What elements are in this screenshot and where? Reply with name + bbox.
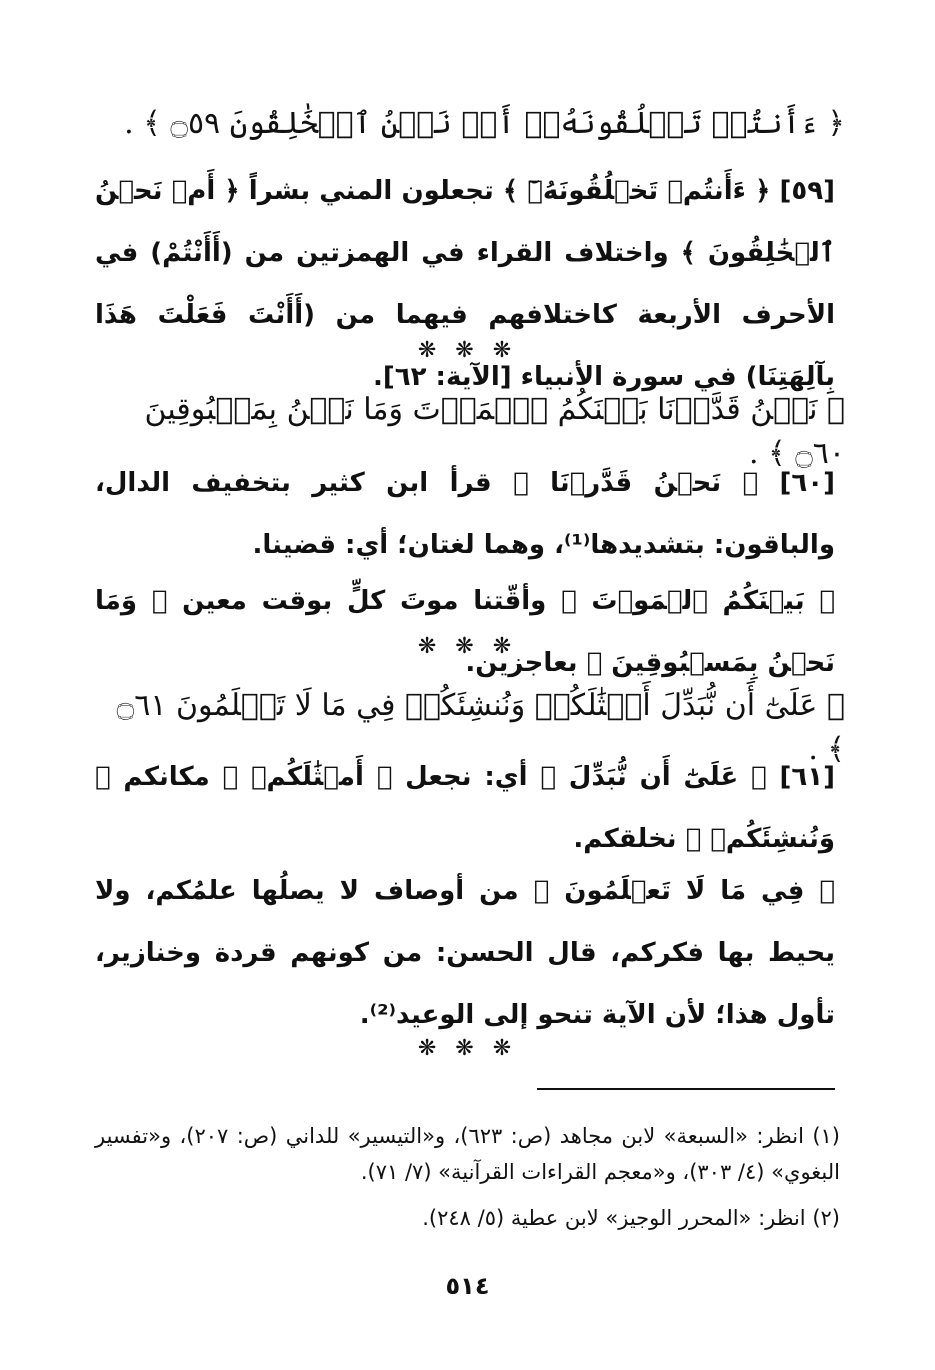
footnote-2: (٢) انظر: «المحرر الوجيز» لابن عطية (٥/ ٢٤٨). — [422, 1206, 840, 1230]
commentary-paragraph-61: [٦١] ﴿ عَلَىٰٓ أَن نُّبَدِّلَ ﴾ أي: نجعل ﴿ أَمۡثَٰلَكُمۡ ﴾ مكانكم ﴿ وَنُنشِئَكُمۡ ﴾ نخلقكم. — [95, 762, 835, 854]
quran-verse-60: ﴿ نَحۡنُ قَدَّرۡنَا بَيۡنَكُمُ ٱلۡمَوۡتَ وَمَا نَحۡنُ بِمَسۡبُوقِينَ ۝٦٠ ﴾ . — [144, 392, 845, 471]
commentary-paragraph-60: [٦٠] ﴿ نَحۡنُ قَدَّرۡنَا ﴾ قرأ ابن كثير بتخفيف الدال، والباقون: بتشديدها⁽¹⁾، وهما لغتان؛ أي: قضينا. — [95, 468, 835, 560]
section-separator: ❋ ❋ ❋ — [417, 1036, 518, 1061]
footnote-1: (١) انظر: «السبعة» لابن مجاهد (ص: ٦٢٣)، و«التيسير» للداني (ص: ٢٠٧)، و«تفسير البغوي» (٤/ ٣٠٣)، و«معجم القراءات القرآنية» (٧/ ٧١). — [95, 1124, 840, 1184]
quran-verse-61: ﴿ عَلَىٰٓ أَن نُّبَدِّلَ أَمۡثَٰلَكُمۡ وَنُنشِئَكُمۡ فِي مَا لَا تَعۡلَمُونَ ۝٦١ ﴾ . — [116, 688, 845, 767]
quran-verse-59: ﴿ ءَأَنتُمۡ تَخۡلُقُونَهُۥٓ أَمۡ نَحۡنُ ٱلۡخَٰلِقُونَ ۝٥٩ ﴾ . — [124, 106, 845, 141]
page-number: ٥١٤ — [445, 1272, 490, 1300]
commentary-paragraph-60b: ﴿ بَيۡنَكُمُ ٱلۡمَوۡتَ ﴾ وأقّتنا موتَ كلٍّ بوقت معين ﴿ وَمَا نَحۡنُ بِمَسۡبُوقِينَ ﴾ بعاجزين. — [95, 586, 835, 678]
footnote-rule — [537, 1088, 835, 1090]
commentary-paragraph-59: [٥٩] ﴿ ءَأَنتُمۡ تَخۡلُقُونَهُۥٓ ﴾ تجعلون المني بشراً ﴿ أَمۡ نَحۡنُ ٱلۡخَٰلِقُونَ ﴾ واختلاف القراء في الهمزتين من (أَأَنْتُمْ) في الأحرف الأربعة كاختلافهم فيهما من (أَأَنْتَ فَعَلْتَ هَذَا بِآلِهَتِنَا) في سورة الأنبياء [الآية: ٦٢]. — [95, 176, 835, 392]
section-separator: ❋ ❋ ❋ — [417, 634, 518, 659]
section-separator: ❋ ❋ ❋ — [417, 338, 518, 363]
commentary-paragraph-61b: ﴿ فِي مَا لَا تَعۡلَمُونَ ﴾ من أوصاف لا يصلُها علمُكم، ولا يحيط بها فكركم، قال الحسن: من كونهم قردة وخنازير، تأول هذا؛ لأن الآية تنحو إلى الوعيد⁽²⁾. — [95, 876, 835, 1030]
